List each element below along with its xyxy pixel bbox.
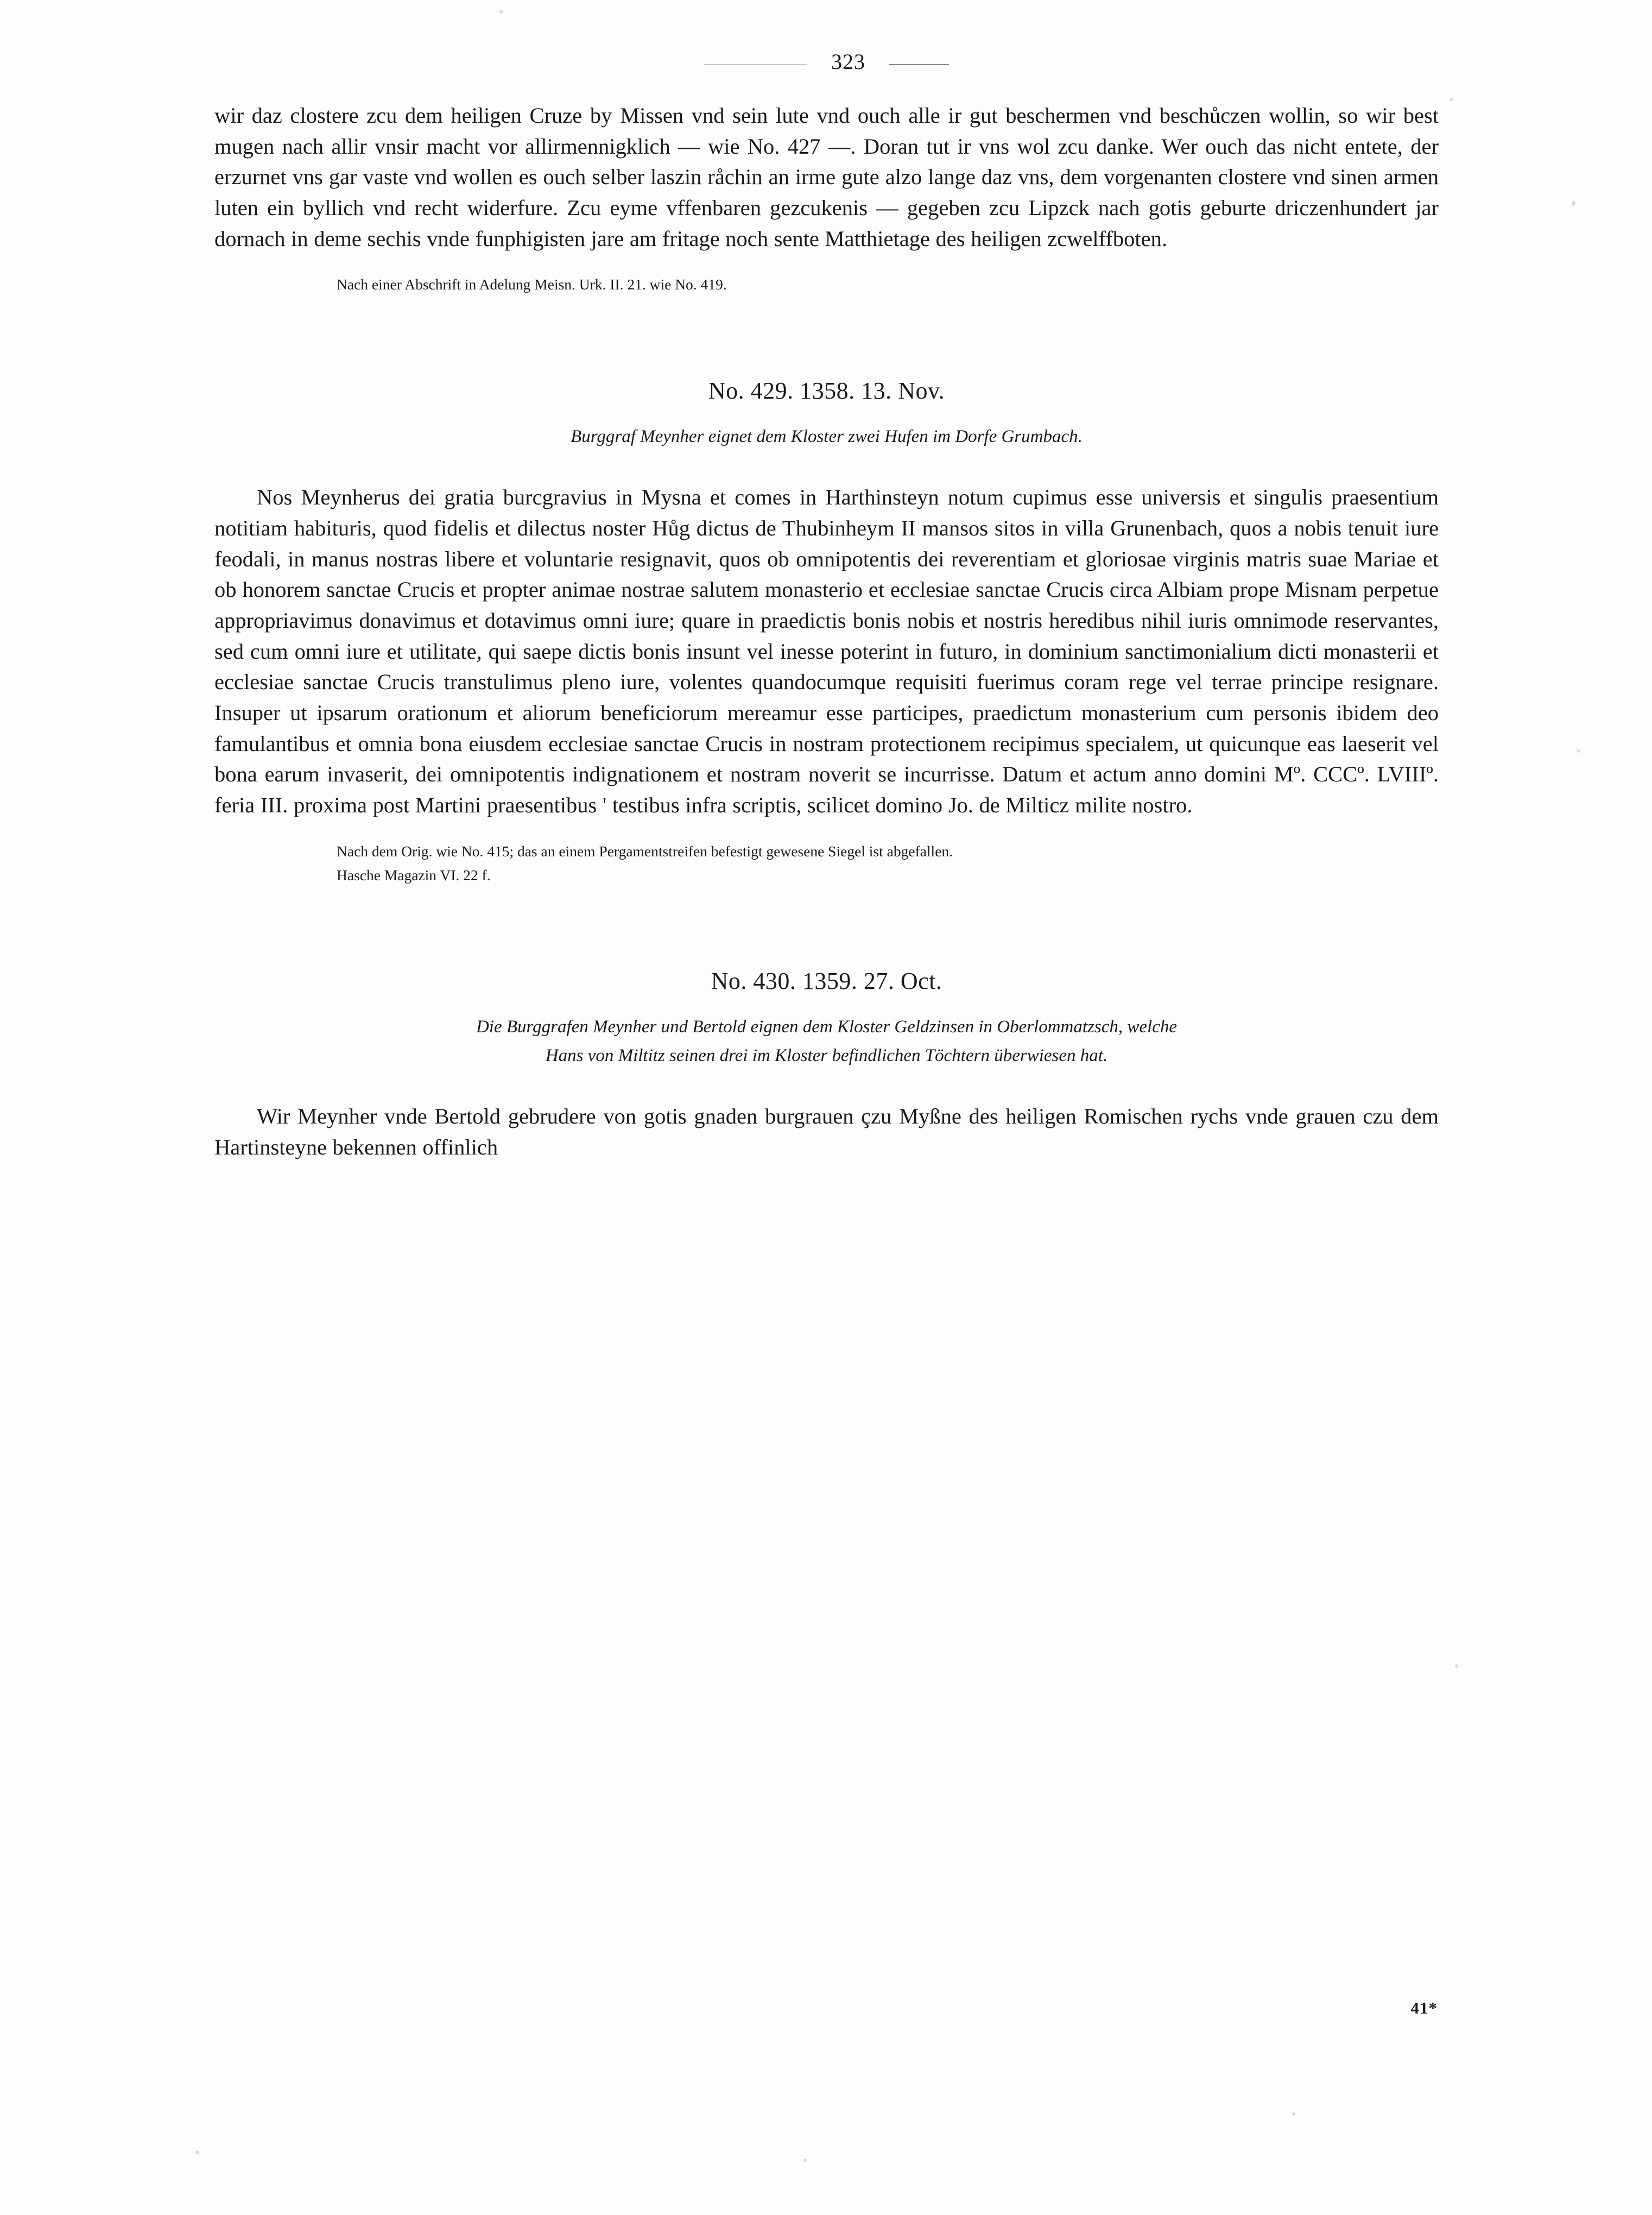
- scan-speck: [1450, 98, 1453, 101]
- spacer: [214, 1069, 1439, 1101]
- document-428-continuation: [214, 100, 1439, 295]
- scan-speck: [1292, 2112, 1295, 2116]
- page-number: 323: [831, 49, 865, 74]
- document-subtitle-line-1: Die Burggrafen Meynher und Bertold eignen dem Kloster Geldzinsen in Oberlommatzsch, welche: [476, 1017, 1178, 1037]
- source-note-line-2: Hasche Magazin VI. 22 f.: [337, 866, 491, 884]
- scan-speck: [195, 2150, 199, 2154]
- scan-speck: [803, 2159, 807, 2162]
- scan-speck: [1577, 749, 1580, 753]
- scan-speck: [1572, 201, 1575, 206]
- document-subtitle: Burggraf Meynher eignet dem Kloster zwei Hufen im Dorfe Grumbach.: [571, 427, 1083, 447]
- document-430: [214, 967, 1439, 1163]
- scan-speck: [499, 10, 503, 14]
- scan-speck: [1455, 1664, 1458, 1668]
- spacer: [214, 450, 1439, 482]
- header-rule-left: [704, 64, 807, 65]
- document-429: [214, 377, 1439, 886]
- page-content: [214, 49, 1439, 1163]
- signature-mark: 41*: [1410, 1998, 1438, 2017]
- document-body-text: Nos Meynherus dei gratia burcgravius in Mysna et comes in Harthinsteyn notum cupimus esse universis et singulis praesentium notitiam habituris, quod fidelis et dilectus noster Hůg dictus de Thubinheym II mansos sitos in villa Grunenbach, quos a nobis tenuit iure feodali, in manus nostras libere et voluntarie resignavit, quos ob omnipotentis dei reverentiam et gloriosae virginis matris suae Mariae et ob honorem sanctae Crucis et propter animae nostrae salutem monasterio et ecclesiae sanctae Crucis circa Albiam prope Misnam perpetue appropriavimus donavimus et dotavimus omni iure; quare in praedictis bonis nobis et nostris heredibus nihil iuris omnimode reservantes, sed cum omni iure et utilitate, qui saepe dictis bonis insunt vel inesse poterint in futuro, in dominium sanctimonialium dicti monasterii et ecclesiae sanctae Crucis transtulimus pleno iure, volentes quandocumque requisiti fuerimus coram rege vel terrae principe resignare. Insuper ut ipsarum orationum et aliorum beneficiorum mereamur esse participes, praedictum monasterium cum personis ibidem deo famulantibus et omnia bona eiusdem ecclesiae sanctae Crucis in nostram protectionem recipimus specialem, ut quicunque eas laeserit vel bona earum invaserit, dei omnipotentis indignationem et nostram noverit se incurrisse. Datum et actum anno domini Mº. CCCº. LVIIIº. feria III. proxima post Martini praesentibus ' testibus infra scriptis, scilicet domino Jo. de Milticz milite nostro.: [214, 485, 1439, 818]
- header-rule-right: [889, 64, 949, 65]
- document-body-text: wir daz clostere zcu dem heiligen Cruze by Missen vnd sein lute vnd ouch alle ir gut beschermen vnd beschůczen wollin, so wir best mugen nach allir vnsir macht vor allirmennigklich — wie No. 427 —. Doran tut ir vns wol zcu danke. Wer ouch das nicht entete, der erzurnet vns gar vaste vnd wollen es ouch selber laszin råchin an irme gute alzo lange daz vns, dem vorgenanten clostere vnd sinen armen luten ein byllich vnd recht widerfure. Zcu eyme vffenbaren gezcukenis — gegeben zcu Lipzck nach gotis geburte driczenhundert jar dornach in deme sechis vnde funphigisten jare am fritage noch sente Matthietage des heiligen zcwelffboten.: [214, 103, 1439, 251]
- document-heading: No. 430. 1359. 27. Oct.: [711, 968, 942, 995]
- document-heading: No. 429. 1358. 13. Nov.: [708, 377, 945, 405]
- document-body-text: Wir Meynher vnde Bertold gebrudere von gotis gnaden burgrauen çzu Myßne des heiligen Romischen rychs vnde grauen czu dem Hartinsteyne bekennen offinlich: [214, 1104, 1439, 1159]
- source-note-line-1: Nach dem Orig. wie No. 415; das an einem Pergamentstreifen befestigt gewesene Siegel ist abgefallen.: [337, 842, 953, 860]
- document-subtitle-line-2: Hans von Miltitz seinen drei im Kloster befindlichen Töchtern überwiesen hat.: [545, 1046, 1108, 1066]
- source-note: Nach einer Abschrift in Adelung Meisn. Urk. II. 21. wie No. 419.: [337, 276, 727, 293]
- page-header: [214, 49, 1439, 100]
